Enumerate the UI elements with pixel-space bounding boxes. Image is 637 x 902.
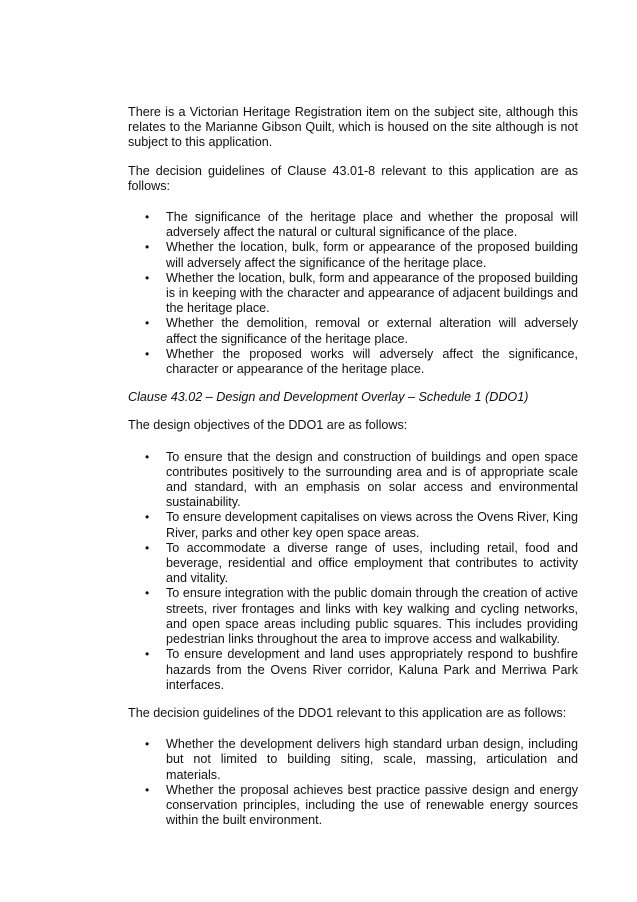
list-item-text: Whether the location, bulk, form and appearance of the proposed building is in keeping with the character and appearance of adjacent buildings and the heritage place. [166,270,578,316]
list-item [128,541,578,587]
list-item-text: Whether the location, bulk, form or appearance of the proposed building will adversely affect the significance of the heritage place. [166,240,578,270]
bullet-icon: • [145,240,150,255]
bullet-icon: • [145,782,150,797]
ddo-guidelines-list [128,737,578,828]
bullet-icon: • [145,586,150,601]
list-item [128,783,578,829]
list-item [128,737,578,783]
intro-paragraph: There is a Victorian Heritage Registration item on the subject site, although this relates to the Marianne Gibson Quilt, which is housed on the site although is not subject to this application. [128,105,578,150]
bullet-icon: • [145,540,150,555]
list-item [128,210,578,240]
bullet-icon: • [145,210,150,225]
list-item [128,647,578,693]
list-item [128,316,578,346]
list-item-text: Whether the demolition, removal or external alteration will adversely affect the significance of the heritage place. [166,316,578,346]
ddo-objectives-list [128,450,578,693]
list-item-text: To ensure development and land uses appropriately respond to bushfire hazards from the Ovens River corridor, Kaluna Park and Merriwa Park interfaces. [166,647,578,692]
ddo-guidelines-intro: The decision guidelines of the DDO1 relevant to this application are as follows: [128,705,567,720]
list-item-text: The significance of the heritage place and whether the proposal will adversely affect the natural or cultural significance of the place. [166,210,578,240]
list-item [128,271,578,317]
bullet-icon: • [145,737,150,752]
list-item-text: Whether the proposed works will adversely affect the significance, character or appearance of the heritage place. [166,346,578,377]
ddo-objectives-intro: The design objectives of the DDO1 are as follows: [128,418,408,433]
heritage-guidelines-intro: The decision guidelines of Clause 43.01-8 relevant to this application are as follows: [128,163,578,193]
list-item-text: To ensure that the design and construction of buildings and open space contributes positively to the surrounding area and is of appropriate scale and standard, with an emphasis on solar access and environmental sustainability. [166,449,578,510]
bullet-icon: • [145,510,150,525]
list-item-text: Whether the development delivers high standard urban design, including but not limited to building siting, scale, massing, articulation and materials. [166,737,578,782]
document-body [128,105,578,841]
bullet-icon: • [145,316,150,331]
list-item-text: To ensure integration with the public domain through the creation of active streets, river frontages and links with key walking and cycling networks, and open space areas including public squares. This includes providing pedestrian links throughout the area to improve access and walkability. [166,586,578,647]
list-item [128,347,578,377]
list-item [128,240,578,270]
list-item [128,586,578,647]
list-item-text: To ensure development capitalises on views across the Ovens River, King River, parks and other key open space areas. [166,510,578,540]
bullet-icon: • [145,346,150,361]
list-item-text: To accommodate a diverse range of uses, including retail, food and beverage, residential and office employment that contributes to activity and vitality. [166,540,578,586]
list-item [128,510,578,540]
bullet-icon: • [145,647,150,662]
list-item-text: Whether the proposal achieves best practice passive design and energy conservation principles, including the use of renewable energy sources within the built environment. [166,782,578,828]
heritage-guidelines-list [128,210,578,377]
ddo-section-heading: Clause 43.02 – Design and Development Overlay – Schedule 1 (DDO1) [128,390,529,405]
bullet-icon: • [145,449,150,464]
bullet-icon: • [145,270,150,285]
list-item [128,450,578,511]
